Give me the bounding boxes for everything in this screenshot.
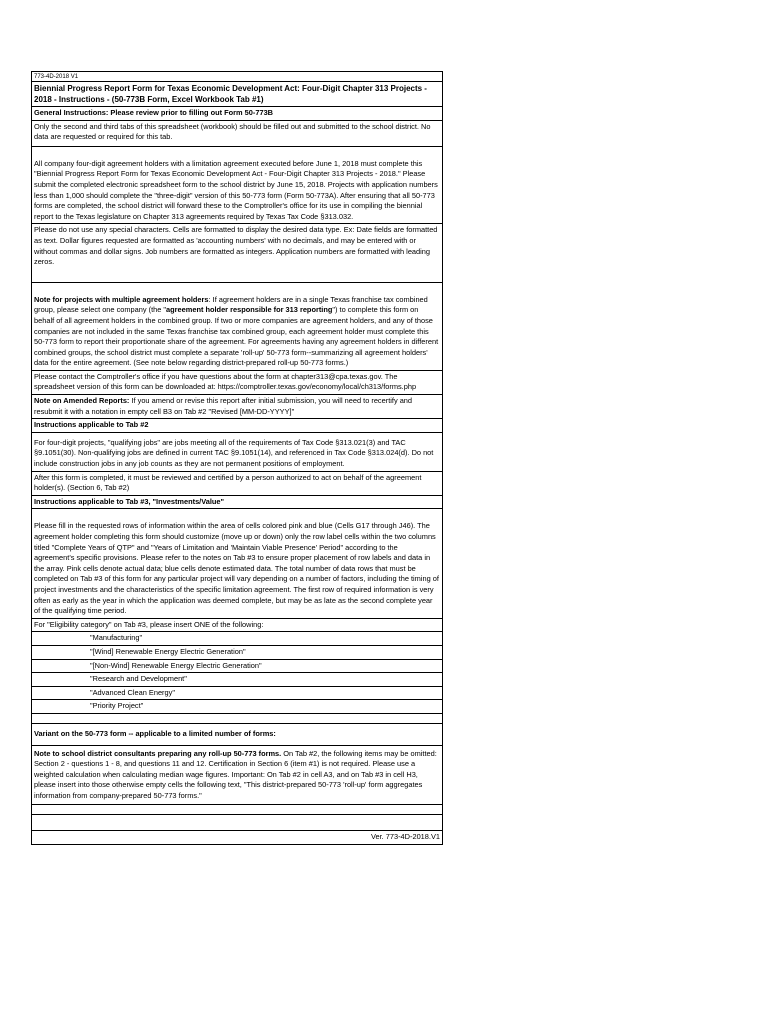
paragraph-tabs-note: Only the second and third tabs of this spreadsheet (workbook) should be filled out and submitted to the school district. No data are requested or required for this tab. (31, 121, 443, 147)
multiple-holders-text-b: ") to complete this form on behalf of all agreement holders in the combined group. If two or more companies are agreement holders, and any of those companies are not included in the same Texas franchise tax combined group, each agreement holder must complete this 50-773 form to report their proportionate share of the agreement. For agreements having any agreement holders in different combined groups, the school district must complete a separate 'roll-up' 50-773 form--summarizing all agreement holders' data for the entire agreement. (See note below regarding district-prepared roll-up 50-773 forms.) (34, 305, 439, 368)
eligibility-option: "Research and Development" (31, 673, 443, 687)
page-title: Biennial Progress Report Form for Texas Economic Development Act: Four-Digit Chapter 313 Projects - 2018 - Instructions - (50-773B Form, Excel Workbook Tab #1) (31, 82, 443, 107)
responsible-holder-label: agreement holder responsible for 313 reporting (166, 305, 333, 315)
general-instructions-heading: General Instructions: Please review prior to filling out Form 50-773B (31, 107, 443, 121)
tab3-heading: Instructions applicable to Tab #3, "Investments/Value" (31, 496, 443, 510)
empty-row (31, 805, 443, 815)
paragraph-who-completes: All company four-digit agreement holders with a limitation agreement executed before June 1, 2018 must complete this "Biennial Progress Report Form for Texas Economic Development Act - Four-Digit Chapter 313 Projects - 2018." Please submit the completed electronic spreadsheet form to the school district by June 15, 2018. Projects with application numbers less than 1,000 should complete the "three-digit" version of this 50-773 form (Form 50-773A). After ensuring that all 50-773 forms are completed, the school district will forward these to the Comptroller's office for its use in compiling the biennial report to the Texas legislature on Chapter 313 agreements required by Texas Tax Code §313.032. (31, 147, 443, 225)
eligibility-option: "[Wind] Renewable Energy Electric Generation" (31, 646, 443, 660)
multiple-holders-text-a: : If agreement holders are in a single Texas franchise tax combined group, please select one company (the " (34, 294, 428, 315)
amended-reports-text: If you amend or revise this report after initial submission, you will need to recertify and resubmit it with a notation in empty cell B3 on Tab #2 "Revised [MM-DD-YYYY]" (34, 396, 413, 416)
paragraph-certification: After this form is completed, it must be reviewed and certified by a person authorized to act on behalf of the agreement holder(s). (Section 6, Tab #2) (31, 472, 443, 496)
paragraph-multiple-holders (31, 283, 443, 371)
roll-up-text: On Tab #2, the following items may be omitted: Section 2 - questions 1 - 8, and questions 11 and 12. Certification in Section 6 (item #1) is not required. Please use a weighted calculation when calculating median wage figures. Important: On Tab #2 in cell A3, and on Tab #3 in cell H3, please insert into those otherwise empty cells the following text, "This district-prepared 50-773 'roll-up' form aggregates information from company-prepared 50-773 forms." (34, 748, 437, 800)
empty-row (31, 815, 443, 831)
paragraph-formatting: Please do not use any special characters. Cells are formatted to display the desired data type. Ex: Date fields are formatted as text. Dollar figures requested are formatted as 'accounting numbers' with no decimals, and may be entered with or without commas and dollar signs. Job numbers are formatted as integers. Application numbers are formatted with leading zeros. (31, 224, 443, 282)
paragraph-investments: Please fill in the requested rows of information within the area of cells colored pink and blue (Cells G17 through J46). The agreement holder completing this form should customize (move up or down) only the row label cells within the two columns titled "Complete Years of QTP" and "Years of Limitation and 'Maintain Viable Presence' Period" according to the agreement's specific provisions. Please refer to the notes on Tab #3 to ensure proper placement of row labels and data in the array. Pink cells denote actual data; blue cells denote estimated data. The total number of data rows that must be completed on Tab #3 of this form for any particular project will vary depending on a number of factors, including the timing of project investments and the characteristics of the specific limitation agreement. The first row of required information is very often as early as the year in which the application was deemed complete, but may be as late as the second complete year of the qualifying time period. (31, 509, 443, 618)
eligibility-option: "Priority Project" (31, 700, 443, 714)
paragraph-contact: Please contact the Comptroller's office if you have questions about the form at chapter313@cpa.texas.gov. The spreadsheet version of this form can be downloaded at: https://comptroller.texas.gov/economy/local/ch313/forms.php (31, 371, 443, 395)
spreadsheet-instructions (31, 71, 443, 845)
paragraph-amended-reports (31, 395, 443, 419)
form-code: 773-4D-2018 V1 (31, 71, 443, 82)
eligibility-option: "Manufacturing" (31, 632, 443, 646)
multiple-holders-label: Note for projects with multiple agreement holders (34, 294, 209, 304)
amended-reports-label: Note on Amended Reports: (34, 396, 130, 406)
version-label: Ver. 773-4D-2018.V1 (31, 831, 443, 845)
eligibility-option: "[Non-Wind] Renewable Energy Electric Generation" (31, 660, 443, 674)
variant-heading: Variant on the 50-773 form -- applicable to a limited number of forms: (31, 724, 443, 746)
paragraph-qualifying-jobs: For four-digit projects, "qualifying jobs" are jobs meeting all of the requirements of Tax Code §313.021(3) and TAC §9.1051(30). Non-qualifying jobs are defined in current TAC §9.1051(14), and referenced in Tax Code §313.024(d). Do not include construction jobs in any job counts as they are not permanent positions of employment. (31, 433, 443, 472)
paragraph-roll-up (31, 746, 443, 806)
eligibility-intro: For "Eligibility category" on Tab #3, please insert ONE of the following: (31, 619, 443, 633)
tab2-heading: Instructions applicable to Tab #2 (31, 419, 443, 433)
empty-row (31, 714, 443, 724)
roll-up-label: Note to school district consultants preparing any roll-up 50-773 forms. (34, 748, 282, 758)
eligibility-option: "Advanced Clean Energy" (31, 687, 443, 701)
